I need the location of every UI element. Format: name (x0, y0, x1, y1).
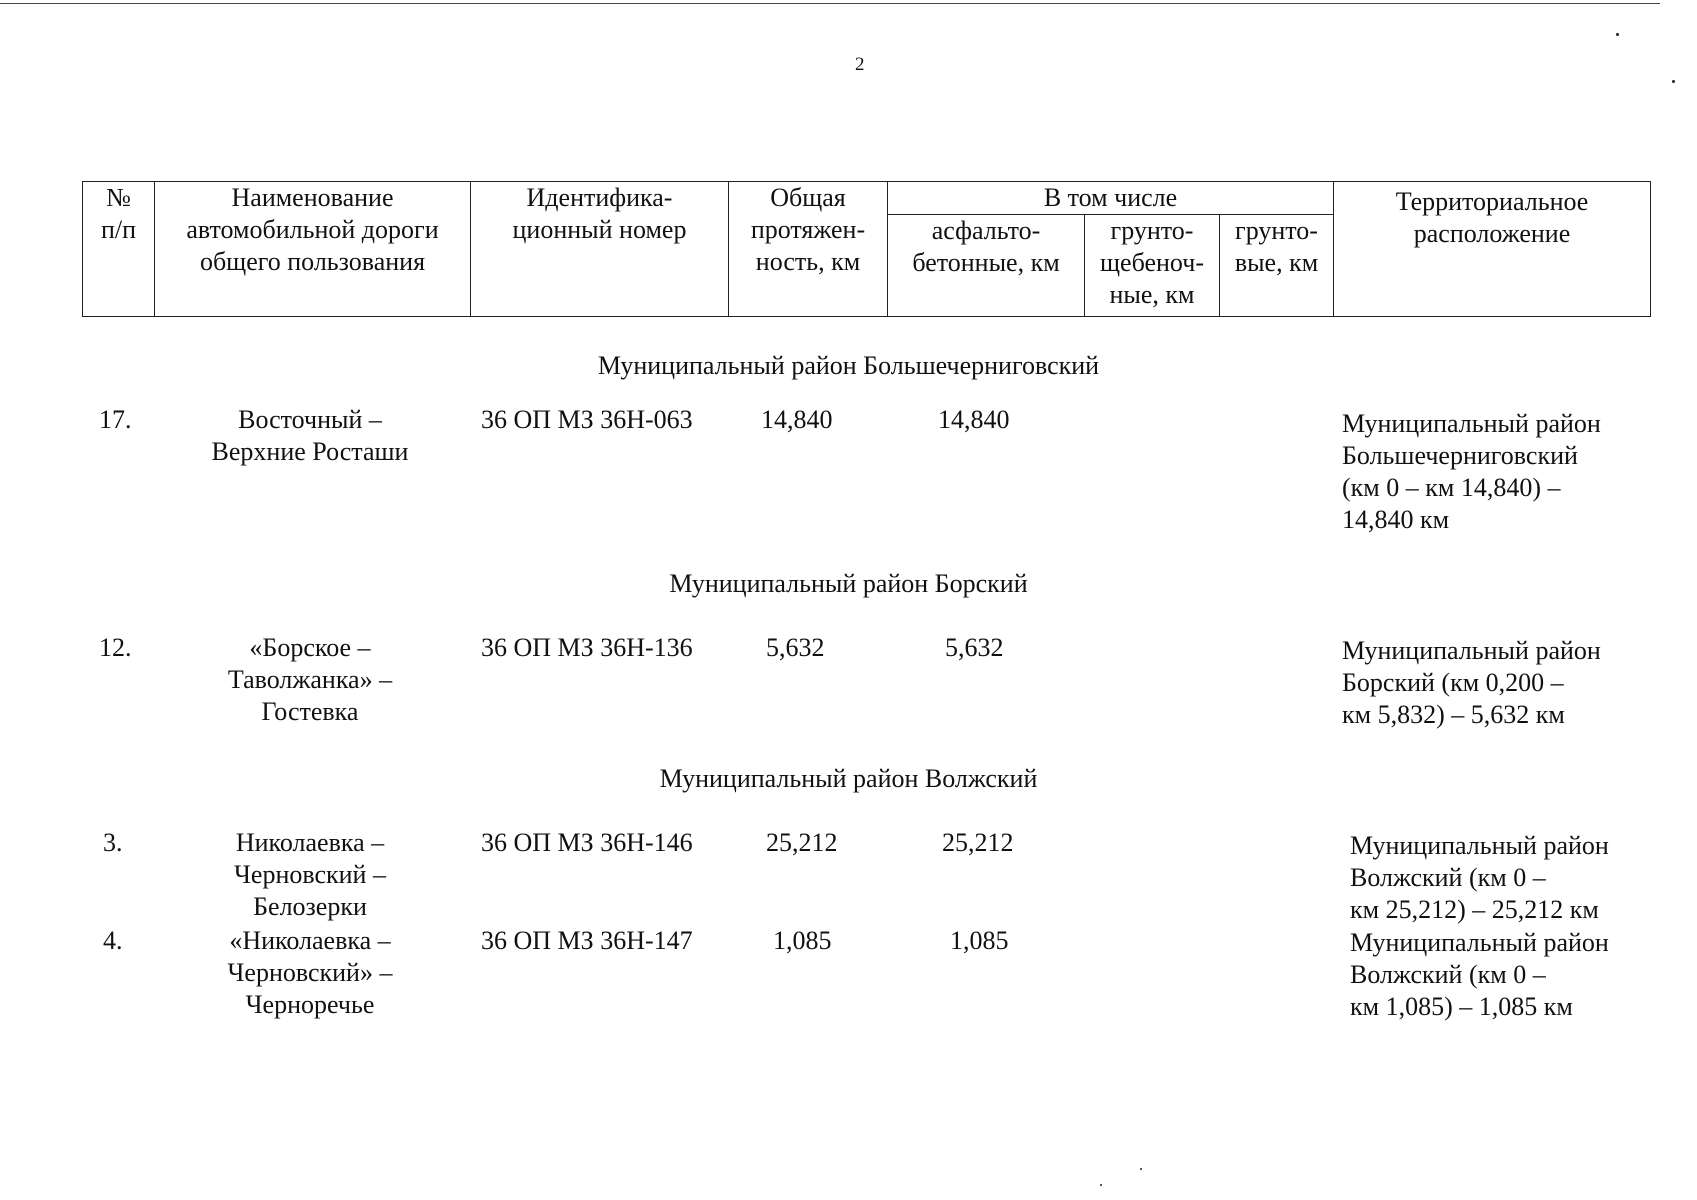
header-asphalt: асфальто- бетонные, км (888, 215, 1085, 317)
road-id: 36 ОП МЗ 36Н-147 (481, 926, 693, 955)
section-title: Муниципальный район Большечерниговский (597, 351, 1100, 380)
total-length: 25,212 (766, 828, 838, 857)
page-top-rule (0, 3, 1660, 4)
road-name: «Борское – Таволжанка» – Гостевка (227, 633, 393, 726)
header-name: Наименование автомобильной дороги общего пользования (155, 182, 471, 317)
page-number: 2 (855, 54, 865, 75)
total-length: 5,632 (766, 633, 825, 662)
territorial-location: Муниципальный район Борский (км 0,200 – км 5,832) – 5,632 км (1342, 636, 1601, 729)
header-location: Территориальное расположение (1334, 182, 1651, 317)
road-id: 36 ОП МЗ 36Н-063 (481, 405, 693, 434)
territorial-location: Муниципальный район Волжский (км 0 – км 1,085) – 1,085 км (1350, 928, 1609, 1021)
territorial-location: Муниципальный район Волжский (км 0 – км 25,212) – 25,212 км (1350, 831, 1609, 924)
scan-speck (1100, 1184, 1102, 1186)
scan-speck (1672, 80, 1675, 83)
section-title: Муниципальный район Волжский (659, 764, 1038, 793)
table-header (82, 181, 1651, 317)
row-number: 4. (103, 926, 123, 955)
header-including: В том числе (888, 182, 1334, 215)
asphalt-length: 5,632 (945, 633, 1004, 662)
road-name: Николаевка – Черновский – Белозерки (234, 828, 386, 921)
road-id: 36 ОП МЗ 36Н-136 (481, 633, 693, 662)
asphalt-length: 14,840 (938, 405, 1010, 434)
header-length: Общая протяжен- ность, км (729, 182, 888, 317)
road-name: «Николаевка – Черновский» – Черноречье (227, 926, 393, 1019)
scan-speck (1140, 1168, 1142, 1170)
header-dirt: грунто- вые, км (1220, 215, 1334, 317)
asphalt-length: 1,085 (950, 926, 1009, 955)
row-number: 3. (103, 828, 123, 857)
section-title: Муниципальный район Борский (669, 569, 1028, 598)
row-number: 17. (99, 405, 132, 434)
total-length: 14,840 (761, 405, 833, 434)
total-length: 1,085 (773, 926, 832, 955)
scan-speck (1616, 33, 1619, 36)
row-number: 12. (99, 633, 132, 662)
header-id: Идентифика- ционный номер (471, 182, 729, 317)
header-num: № п/п (83, 182, 155, 317)
asphalt-length: 25,212 (942, 828, 1014, 857)
territorial-location: Муниципальный район Большечерниговский (км 0 – км 14,840) – 14,840 км (1342, 409, 1601, 534)
road-id: 36 ОП МЗ 36Н-146 (481, 828, 693, 857)
header-gravel: грунто- щебеноч- ные, км (1085, 215, 1220, 317)
road-name: Восточный – Верхние Росташи (211, 405, 409, 466)
